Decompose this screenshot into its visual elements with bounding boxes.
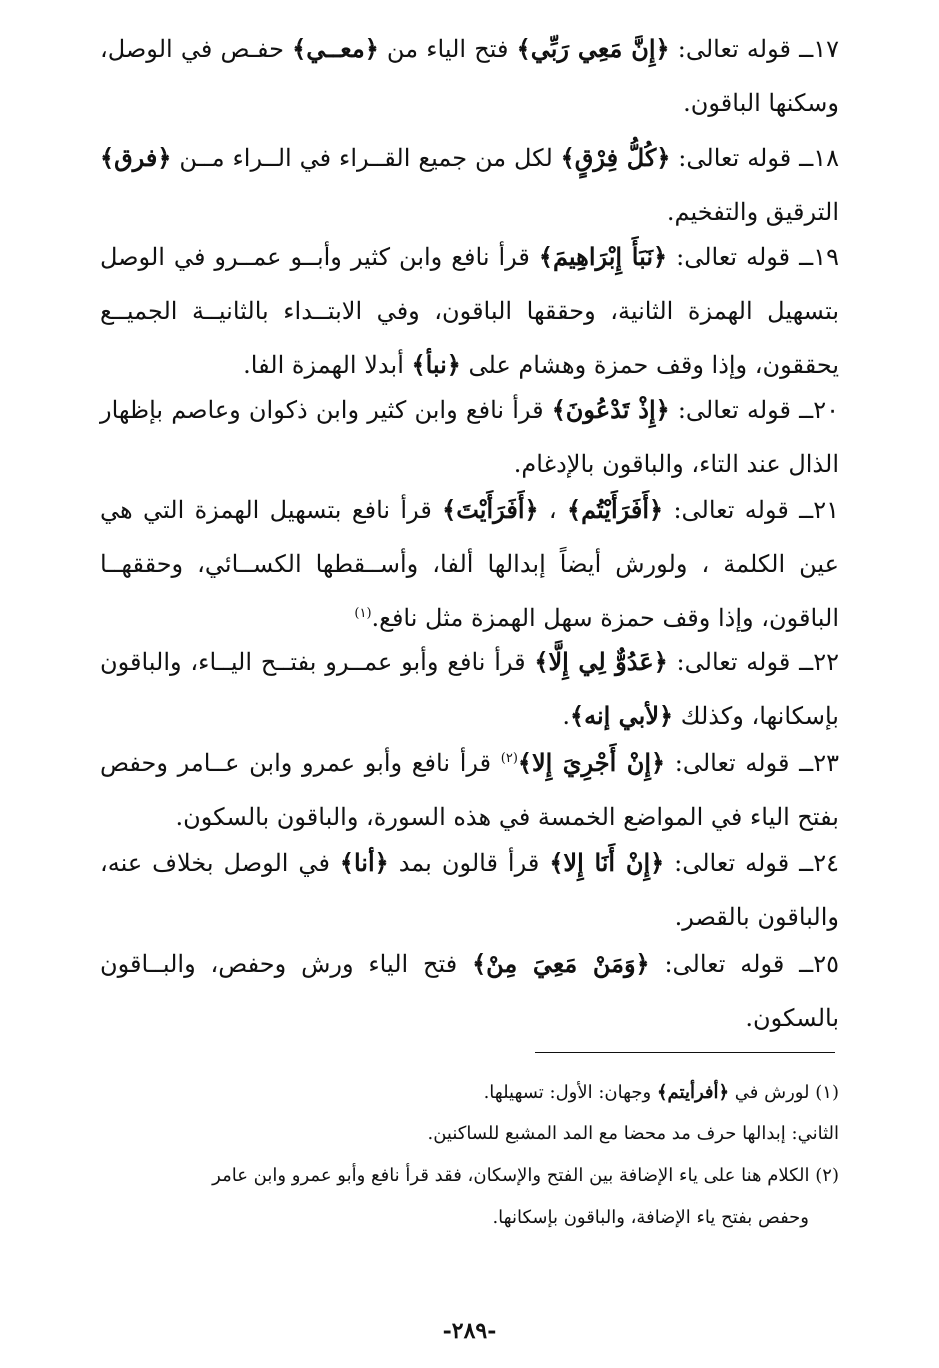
quran-quote: ﴿وَمَنْ مَعِيَ مِنْ﴾ xyxy=(472,949,650,978)
quran-quote: ﴿إِنْ أَجْرِيَ إِلا﴾ xyxy=(517,748,666,777)
paragraph-24-intro: ٢٤ــ قوله تعالى: xyxy=(664,849,839,877)
paragraph-25-intro: ٢٥ــ قوله تعالى: xyxy=(649,950,839,978)
paragraph-22 xyxy=(100,635,839,743)
paragraph-18-text: لكل من جميع القــراء في الــراء مــن xyxy=(171,144,561,172)
paragraph-18-text-end: الترقيق والتفخيم. xyxy=(666,198,839,226)
paragraph-21-intro: ٢١ــ قوله تعالى: xyxy=(663,496,839,524)
paragraph-22-text-end: . xyxy=(562,702,571,730)
footnote-2-line-2: وحفص بفتح ياء الإضافة، والباقون بإسكانها. xyxy=(492,1207,809,1228)
quran-quote: ﴿كُلُّ فِرْقٍ﴾ xyxy=(560,143,671,172)
paragraph-18-intro: ١٨ــ قوله تعالى: xyxy=(670,144,840,172)
paragraph-20-intro: ٢٠ــ قوله تعالى: xyxy=(669,396,839,424)
quran-quote: ﴿أَفَرَأَيْتَ﴾ xyxy=(442,495,539,524)
quran-quote: ﴿أنا﴾ xyxy=(339,848,389,877)
paragraph-18 xyxy=(100,131,839,239)
paragraph-19-text: قرأ نافع وابن كثير وأبــو عمــرو في الوصل بتسهيل الهمزة الثانية، وحققها الباقون، وفي الابتــداء بالثانيــة الجميــع يحققون، وإذا وقف حمزة وهشام على xyxy=(100,243,839,379)
paragraph-19-intro: ١٩ــ قوله تعالى: xyxy=(667,243,839,271)
page-number: -٢٨٩- xyxy=(442,1318,497,1344)
paragraph-24 xyxy=(100,836,839,944)
paragraph-20-text: قرأ نافع وابن كثير وابن ذكوان وعاصم بإظهار الذال عند التاء، والباقون بالإدغام. xyxy=(100,396,839,478)
quran-quote: ﴿أفرأيتم﴾ xyxy=(656,1082,730,1103)
paragraph-17 xyxy=(100,22,839,130)
paragraph-20 xyxy=(100,383,839,491)
paragraph-23-text: قرأ نافع وأبو عمرو وابن عــامر وحفص بفتح الياء في المواضع الخمسة في هذه السورة، والباقون بالسكون. xyxy=(100,749,839,831)
footnote-ref-2[interactable]: (٢) xyxy=(500,751,518,766)
quran-quote: ﴿عَدُوٌّ لِي إِلَّا﴾ xyxy=(534,647,668,676)
footnote-1-line-1 xyxy=(100,1075,839,1111)
paragraph-19 xyxy=(100,230,839,392)
paragraph-21-separator: ، xyxy=(538,496,568,524)
paragraph-25 xyxy=(100,937,839,1045)
footnote-2-line-1: (٢) الكلام هنا على ياء الإضافة بين الفتح والإسكان، فقد قرأ نافع وأبو عمرو وابن عامر xyxy=(212,1165,839,1186)
quran-quote: ﴿أَفَرَأَيْتُم﴾ xyxy=(567,495,664,524)
footnote-ref-1[interactable]: (١) xyxy=(354,606,372,621)
footnote-1-label: (١) لورش في xyxy=(729,1082,839,1103)
quran-quote: ﴿معــي﴾ xyxy=(292,34,379,63)
paragraph-19-text-end: أبدلا الهمزة الفا. xyxy=(243,351,412,379)
paragraph-17-text: فتح الياء من xyxy=(378,35,517,63)
paragraph-21-text: قرأ نافع بتسهيل الهمزة التي هي عين الكلمة ، ولورش أيضاً إبدالها ألفا، وأســقطها الكســائي، وحققهــا الباقون، وإذا وقف حمزة سهل الهمزة مثل نافع. xyxy=(100,496,839,632)
footnote-separator xyxy=(535,1052,835,1053)
quran-quote: ﴿فرق﴾ xyxy=(100,143,172,172)
paragraph-22-intro: ٢٢ــ قوله تعالى: xyxy=(667,648,839,676)
quran-quote: ﴿إِنَّ مَعِي رَبِّي﴾ xyxy=(516,34,670,63)
footnote-1-line-2: الثاني: إبدالها حرف مد محضا مع المد المشبع للساكنين. xyxy=(427,1123,839,1144)
paragraph-21 xyxy=(100,483,839,645)
quran-quote: ﴿لأبي إنه﴾ xyxy=(570,701,674,730)
quran-quote: ﴿نَبَأَ إِبْرَاهِيمَ﴾ xyxy=(538,242,668,271)
paragraph-24-text-end: في الوصل بخلاف عنه، والباقون بالقصر. xyxy=(100,849,839,931)
paragraph-22-text: قرأ نافع وأبو عمــرو بفتــح اليــاء، والباقون بإسكانها، وكذلك xyxy=(100,648,839,730)
paragraph-23-intro: ٢٣ــ قوله تعالى: xyxy=(665,749,839,777)
quran-quote: ﴿إِذْ تَدْعُونَ﴾ xyxy=(551,395,670,424)
paragraph-24-text: قرأ قالون بمد xyxy=(388,849,550,877)
paragraph-25-text: فتح الياء ورش وحفص، والبــاقون بالسكون. xyxy=(100,950,839,1032)
paragraph-17-text-end: حفـص في الوصل، وسكنها الباقون. xyxy=(100,35,839,117)
quran-quote: ﴿إِنْ أَنَا إِلا﴾ xyxy=(549,848,665,877)
quran-quote: ﴿نبأ﴾ xyxy=(411,350,461,379)
paragraph-23 xyxy=(100,736,839,844)
paragraph-17-intro: ١٧ــ قوله تعالى: xyxy=(669,35,840,63)
footnote-1-text: وجهان: الأول: تسهيلها. xyxy=(483,1082,657,1103)
